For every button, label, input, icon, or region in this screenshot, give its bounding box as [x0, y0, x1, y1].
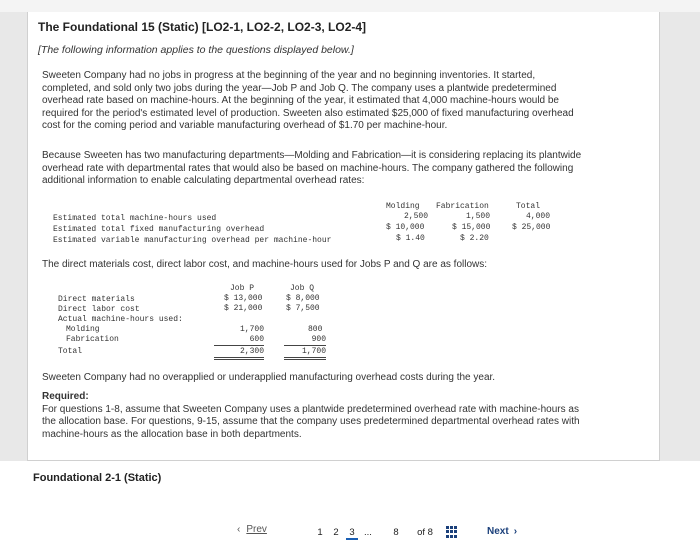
dept-header-molding: Molding	[386, 202, 420, 211]
jobs-row-value: 600	[214, 335, 264, 346]
dept-row-label: Estimated total machine-hours used	[53, 214, 217, 223]
jobs-row-value: 2,300	[214, 347, 264, 360]
intro-line: required for the period's estimated level of production. Sweeten also estimated $25,000 of fixed manufacturing overhead	[42, 107, 574, 119]
required-line: the allocation base. For questions, 9-15, assume that the company uses predetermined departmental overhead rates with	[42, 416, 580, 428]
dept-row-value: 2,500	[404, 212, 429, 221]
second-line: Because Sweeten has two manufacturing departments—Molding and Fabrication—it is considering replacing its plantwide	[42, 150, 582, 161]
dept-row-value: $ 2.20	[460, 234, 489, 243]
dept-row-value: $ 25,000	[512, 223, 551, 232]
top-strip	[0, 0, 700, 12]
jobs-row-value: 1,700	[240, 325, 265, 334]
jobs-row-value: $ 7,500	[286, 304, 320, 313]
next-button[interactable]	[487, 526, 517, 537]
jobs-header-p: Job P	[230, 284, 255, 293]
jobs-row-label: Actual machine-hours used:	[58, 315, 183, 324]
jobs-row-value: 900	[284, 335, 326, 346]
jobs-row-value: $ 13,000	[224, 294, 263, 303]
required-block	[42, 391, 642, 441]
required-heading: Required:	[42, 391, 89, 402]
dept-row-value: $ 1.40	[396, 234, 425, 243]
intro-paragraph	[42, 70, 642, 133]
page-ellipsis: ...	[364, 527, 372, 538]
jobs-row-label: Fabrication	[66, 335, 119, 344]
jobs-row-label: Total	[58, 347, 83, 356]
dept-row-value: 4,000	[526, 212, 551, 221]
intro-line: Sweeten Company had no jobs in progress at the beginning of the year and no beginning inventories. It started,	[42, 70, 536, 81]
next-label: Next	[487, 526, 509, 537]
dept-row-value: 1,500	[466, 212, 491, 221]
intro-line: cost for the coming period and variable manufacturing overhead of $1.70 per machine-hour.	[42, 120, 448, 132]
jobs-row-value: $ 8,000	[286, 294, 320, 303]
page-button-2[interactable]: 2	[333, 527, 339, 538]
page-subtitle: [The following information applies to the questions displayed below.]	[38, 44, 354, 56]
jobs-row-label: Direct labor cost	[58, 305, 140, 314]
jobs-row-label: Direct materials	[58, 295, 135, 304]
dept-header-fabrication: Fabrication	[436, 202, 489, 211]
over-under-text: Sweeten Company had no overapplied or underapplied manufacturing overhead costs during the year.	[42, 372, 496, 383]
chevron-left-icon: ‹	[237, 524, 241, 535]
dept-header-total: Total	[516, 202, 541, 211]
prev-button[interactable]	[237, 524, 267, 535]
jobs-row-value: 800	[308, 325, 323, 334]
page-button-3[interactable]: 3	[346, 527, 358, 540]
jobs-intro: The direct materials cost, direct labor cost, and machine-hours used for Jobs P and Q are as follows:	[42, 259, 488, 270]
page-button-8[interactable]: 8	[393, 527, 399, 538]
required-line: machine-hours as the allocation base in both departments.	[42, 428, 302, 440]
second-line: additional information to enable calculating departmental overhead rates:	[42, 175, 365, 187]
question-label: Foundational 2-1 (Static)	[33, 472, 162, 484]
jobs-header-q: Job Q	[290, 284, 315, 293]
dept-row-label: Estimated variable manufacturing overhead per machine-hour	[53, 236, 332, 245]
intro-line: overhead rate based on machine-hours. At the beginning of the year, it estimated that 4,000 machine-hours would be	[42, 95, 559, 107]
prev-label: Prev	[246, 524, 267, 535]
page-total: of 8	[417, 527, 433, 538]
grid-icon[interactable]	[446, 526, 458, 538]
second-paragraph	[42, 150, 642, 188]
question-card	[27, 12, 660, 461]
dept-row-label: Estimated total fixed manufacturing overhead	[53, 225, 265, 234]
jobs-row-value: $ 21,000	[224, 304, 263, 313]
page-title: The Foundational 15 (Static) [LO2-1, LO2-2, LO2-3, LO2-4]	[38, 20, 367, 34]
dept-row-value: $ 15,000	[452, 223, 491, 232]
intro-line: completed, and sold only two jobs during the year—Job P and Job Q. The company uses a plantwide predetermined	[42, 82, 557, 94]
second-line: overhead rate with departmental rates that would also be based on machine-hours. The company gathered the following	[42, 162, 574, 174]
jobs-row-label: Molding	[66, 325, 100, 334]
required-line: For questions 1-8, assume that Sweeten Company uses a plantwide predetermined overhead rate with machine-hours as	[42, 403, 579, 415]
page-button-1[interactable]: 1	[317, 527, 323, 538]
jobs-row-value: 1,700	[284, 347, 326, 360]
dept-row-value: $ 10,000	[386, 223, 425, 232]
chevron-right-icon: ›	[513, 526, 518, 537]
